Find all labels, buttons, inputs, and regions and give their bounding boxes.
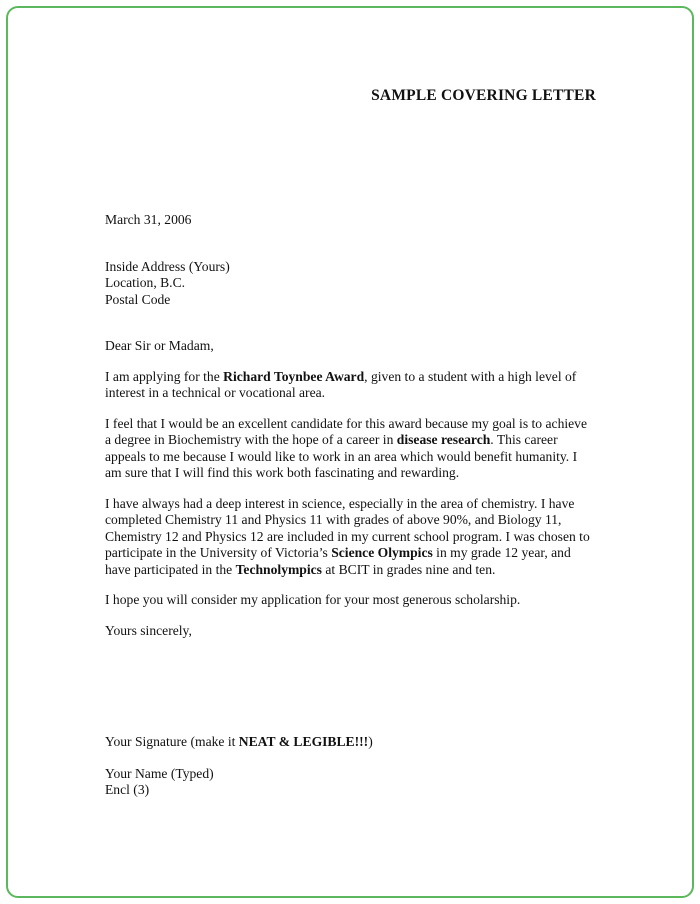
- signature-instruction: [105, 734, 596, 751]
- enclosure-note: Encl (3): [105, 782, 150, 797]
- emphasis-neat-legible: NEAT & LEGIBLE!!!: [238, 734, 369, 749]
- paragraph-text: at BCIT in grades nine and ten.: [321, 561, 496, 577]
- paragraph-text: I am applying for the: [105, 368, 224, 384]
- signature-instruction-text: Your Signature (make it: [105, 734, 239, 749]
- emphasis-award-name: Richard Toynbee Award: [223, 368, 365, 384]
- paragraph-text: , given to a student with a high level of interest in a technical or vocational area.: [105, 368, 577, 400]
- paragraph: [105, 496, 596, 579]
- typed-name: Your Name (Typed): [105, 765, 214, 781]
- paragraph-text: I have always had a deep interest in science, especially in the area of chemistry. I have completed Chemistry 11 and Physics 11 with grades of above 90%, and Biology 11, Chemistry 12 and Physics 12 are included in my current school program. I was chosen to participate in the University of Victoria’s: [105, 495, 590, 560]
- address-block: [105, 259, 596, 309]
- paragraph: [105, 592, 596, 609]
- paragraph-text: in my grade 12 year, and have participated in the: [105, 545, 571, 577]
- paragraph-text: . This career appeals to me because I would like to work in an area which would benefit humanity. I am sure that I will find this work both fascinating and rewarding.: [105, 432, 578, 480]
- address-line: Postal Code: [105, 291, 171, 307]
- letter-title: SAMPLE COVERING LETTER: [371, 87, 596, 104]
- signature-instruction-text: ): [368, 734, 373, 749]
- paragraph-text: I hope you will consider my application for your most generous scholarship.: [105, 592, 521, 607]
- address-line: Inside Address (Yours): [105, 258, 230, 274]
- closing: Yours sincerely,: [105, 622, 192, 638]
- emphasis-science-olympics: Science Olympics: [331, 545, 433, 560]
- paragraph: [105, 416, 596, 482]
- date-line: March 31, 2006: [105, 212, 192, 227]
- paragraph: [105, 369, 596, 402]
- emphasis-technolympics: Technolympics: [235, 561, 322, 577]
- address-line: Location, B.C.: [105, 275, 186, 290]
- emphasis-career-field: disease research: [396, 432, 491, 447]
- salutation: Dear Sir or Madam,: [105, 338, 214, 353]
- paragraph-text: I feel that I would be an excellent candidate for this award because my goal is to achieve a degree in Biochemistry with the hope of a career in: [105, 415, 588, 447]
